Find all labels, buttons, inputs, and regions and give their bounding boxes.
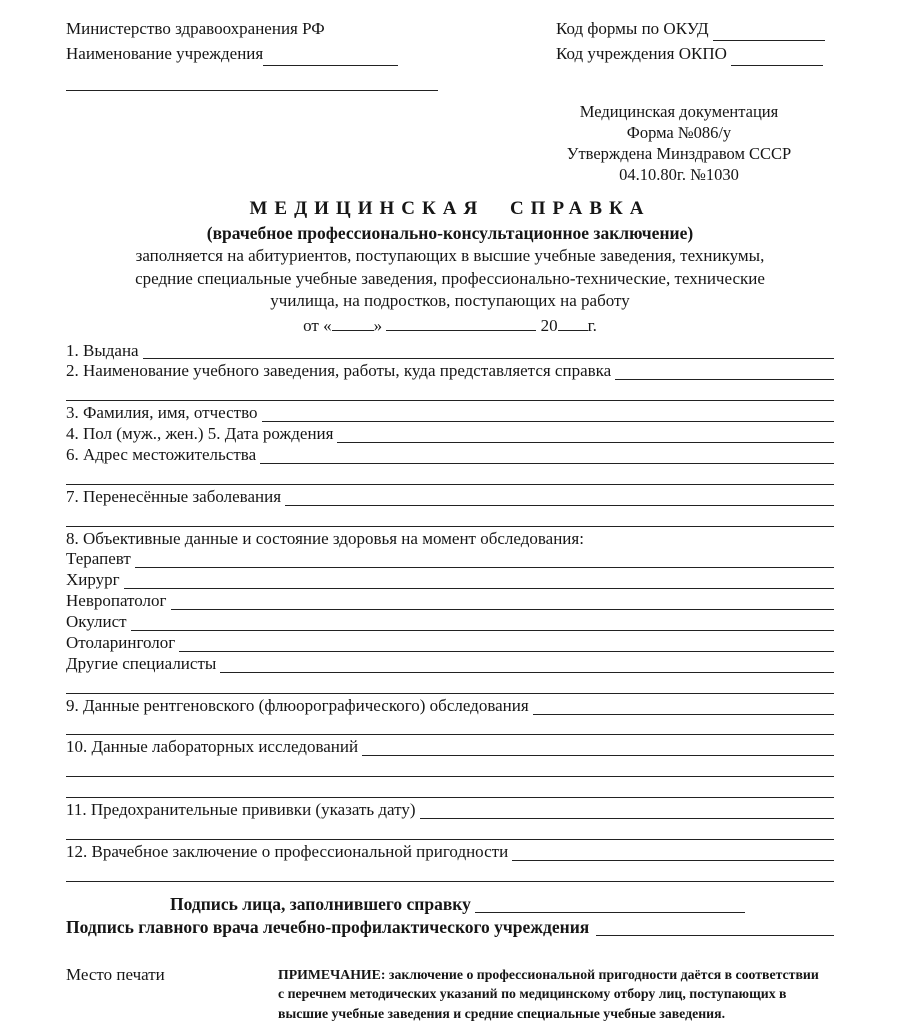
form-rows [66, 341, 834, 884]
form-field-row [66, 341, 834, 362]
form-field-row [66, 633, 834, 654]
blank-write-line[interactable] [143, 341, 834, 360]
form-field-row [66, 654, 834, 675]
form-field-row [66, 800, 834, 821]
form-field-row [66, 403, 834, 424]
date-year-suffix: г. [587, 315, 597, 335]
continuation-line-row [66, 508, 834, 529]
section-heading-row [66, 529, 834, 550]
doc-info-line: Медицинская документация [579, 102, 779, 121]
blank-write-line[interactable] [131, 612, 834, 631]
blank-write-line[interactable] [260, 445, 834, 464]
filler-signature-label: Подпись лица, заполнившего справку [170, 893, 471, 914]
institution-name-label: Наименование учреждения [66, 44, 264, 63]
blank-write-line[interactable] [512, 842, 834, 861]
field-label: 11. Предохранительные прививки (указать дату) [66, 800, 416, 820]
issue-date-row [66, 314, 834, 337]
field-label: 4. Пол (муж., жен.) 5. Дата рождения [66, 424, 334, 444]
okpo-label: Код учреждения ОКПО [556, 44, 727, 63]
filler-signature-blank[interactable] [475, 896, 745, 913]
okud-blank[interactable] [713, 24, 825, 41]
continuation-line-row [66, 382, 834, 403]
form-field-row [66, 696, 834, 717]
header-left [66, 16, 442, 91]
blank-write-line[interactable] [420, 800, 835, 819]
field-label: 7. Перенесённые заболевания [66, 486, 282, 506]
blank-write-line[interactable] [66, 863, 834, 882]
continuation-line-row [66, 863, 834, 884]
chief-doctor-signature-row [66, 916, 834, 940]
blank-write-line[interactable] [285, 487, 834, 506]
stamp-place-label: Место печати [66, 964, 165, 984]
blank-write-line[interactable] [66, 821, 834, 840]
form-description-line: заполняется на абитуриентов, поступающих в высшие учебные заведения, техникумы, [135, 246, 765, 265]
field-label: Другие специалисты [66, 653, 217, 673]
form-description-line: средние специальные учебные заведения, профессионально-технические, технические [135, 268, 765, 288]
form-description-line: училища, на подростков, поступающих на работу [270, 291, 630, 310]
chief-doctor-signature-blank[interactable] [596, 935, 834, 936]
form-field-row [66, 487, 834, 508]
blank-write-line[interactable] [66, 717, 834, 736]
field-label: Невропатолог [66, 591, 167, 611]
blank-write-line[interactable] [66, 758, 834, 777]
blank-write-line[interactable] [66, 675, 834, 694]
form-field-row [66, 445, 834, 466]
continuation-line-row [66, 758, 834, 779]
form-field-row [66, 424, 834, 445]
okud-label: Код формы по ОКУД [556, 19, 709, 38]
note-label: ПРИМЕЧАНИЕ: [278, 966, 386, 982]
date-quote-close: » [373, 315, 383, 335]
doc-info-line: 04.10.80г. №1030 [619, 165, 739, 184]
field-label: 2. Наименование учебного заведения, работы, куда представляется справка [66, 361, 612, 381]
header-right [556, 16, 834, 91]
blank-write-line[interactable] [171, 591, 835, 610]
signature-block [66, 893, 834, 940]
date-prefix: от « [303, 315, 332, 335]
institution-name-blank[interactable] [263, 49, 398, 66]
okpo-row [556, 41, 834, 66]
field-label: Отоларинголог [66, 632, 176, 652]
day-blank[interactable] [332, 317, 374, 331]
form-field-row [66, 549, 834, 570]
blank-write-line[interactable] [66, 466, 834, 485]
blank-write-line[interactable] [135, 549, 834, 568]
field-label: 10. Данные лабораторных исследований [66, 737, 359, 757]
okud-row [556, 16, 834, 41]
field-label: 12. Врачебное заключение о профессиональной пригодности [66, 841, 509, 861]
blank-write-line[interactable] [179, 633, 834, 652]
form-header [66, 16, 834, 91]
form-title: МЕДИЦИНСКАЯ СПРАВКА [249, 198, 651, 219]
field-label: Окулист [66, 612, 127, 632]
title-block [66, 197, 834, 337]
blank-write-line[interactable] [66, 382, 834, 401]
continuation-line-row [66, 466, 834, 487]
section-heading-label: 8. Объективные данные и состояние здоровья на момент обследования: [66, 528, 584, 548]
institution-name-blank-2[interactable] [66, 66, 438, 91]
date-century: 20 [540, 315, 558, 335]
year-blank[interactable] [558, 317, 588, 331]
blank-write-line[interactable] [337, 424, 834, 443]
chief-doctor-signature-label: Подпись главного врача лечебно-профилактического учреждения [66, 917, 590, 938]
form-field-row [66, 737, 834, 758]
blank-write-line[interactable] [66, 508, 834, 527]
field-label: 3. Фамилия, имя, отчество [66, 403, 258, 423]
blank-write-line[interactable] [124, 570, 834, 589]
note-paragraph [278, 965, 828, 1023]
field-label: 6. Адрес местожительства [66, 444, 257, 464]
institution-name-row [66, 41, 442, 66]
continuation-line-row [66, 717, 834, 738]
continuation-line-row [66, 675, 834, 696]
form-field-row [66, 570, 834, 591]
field-label: Хирург [66, 570, 120, 590]
blank-write-line[interactable] [262, 403, 834, 422]
continuation-line-row [66, 779, 834, 800]
form-field-row [66, 591, 834, 612]
form-field-row [66, 361, 834, 382]
blank-write-line[interactable] [615, 361, 834, 380]
note-text: заключение о профессиональной пригодности даётся в соответствии с перечнем методических указаний по медицинскому отбору лиц, поступающих в высшие учебные заведения и средние специальные учебные заведения. [278, 966, 819, 1021]
continuation-line-row [66, 821, 834, 842]
form-footer [66, 965, 834, 1023]
field-label: 9. Данные рентгеновского (флюорографического) обследования [66, 695, 529, 715]
blank-write-line[interactable] [362, 737, 834, 756]
okpo-blank[interactable] [731, 49, 823, 66]
field-label: 1. Выдана [66, 340, 139, 360]
field-label: Терапевт [66, 549, 131, 569]
form-subtitle: (врачебное профессионально-консультационное заключение) [206, 223, 694, 243]
filler-signature-row [66, 893, 834, 917]
doc-info-line: Форма №086/у [626, 123, 732, 142]
doc-info-line: Утверждена Минздравом СССР [566, 144, 792, 163]
blank-write-line[interactable] [533, 696, 834, 715]
form-field-row [66, 842, 834, 863]
blank-write-line[interactable] [66, 779, 834, 798]
ministry-line: Министерство здравоохранения РФ [66, 19, 325, 38]
doc-info-block [524, 101, 834, 185]
form-field-row [66, 612, 834, 633]
month-blank[interactable] [386, 317, 536, 331]
blank-write-line[interactable] [220, 654, 834, 673]
